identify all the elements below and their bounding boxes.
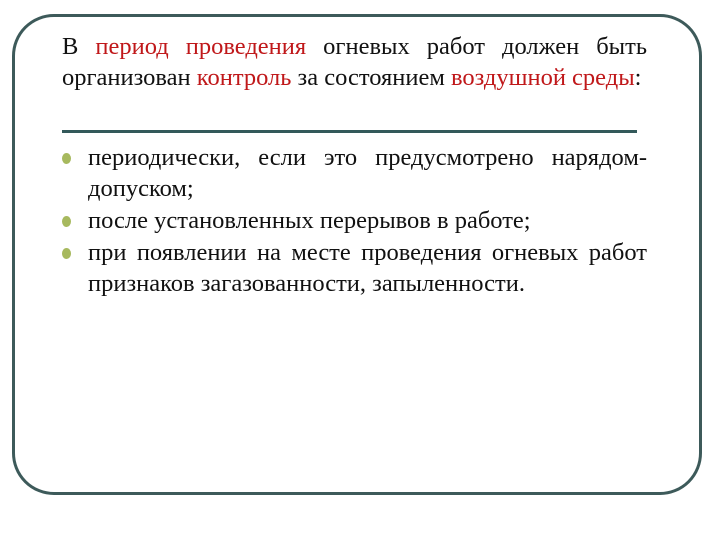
highlight-period: период проведения (95, 33, 307, 60)
divider-line (62, 130, 637, 133)
intro-text: : (634, 64, 642, 91)
bullet-icon (62, 153, 71, 164)
intro-text: В (62, 33, 96, 60)
intro-text: огневых работ должен быть организован (62, 33, 647, 91)
bullet-text: периодически, если это предусмотрено нарядом-допуском; (88, 144, 647, 202)
intro-text: за состоянием (291, 64, 451, 91)
bullet-icon (62, 248, 71, 259)
highlight-control: контроль (196, 64, 292, 91)
highlight-air-environment: воздушной среды (450, 64, 635, 91)
bullet-icon (62, 216, 71, 227)
bullet-text: после установленных перерывов в работе; (88, 207, 531, 234)
list-item (62, 237, 647, 299)
slide-content (62, 31, 647, 93)
list-item (62, 205, 647, 236)
bullet-text: при появлении на месте проведения огневых работ признаков загазованности, запыленности. (88, 239, 647, 297)
intro-paragraph (62, 31, 647, 93)
list-item (62, 142, 647, 204)
bullet-list (62, 142, 647, 300)
